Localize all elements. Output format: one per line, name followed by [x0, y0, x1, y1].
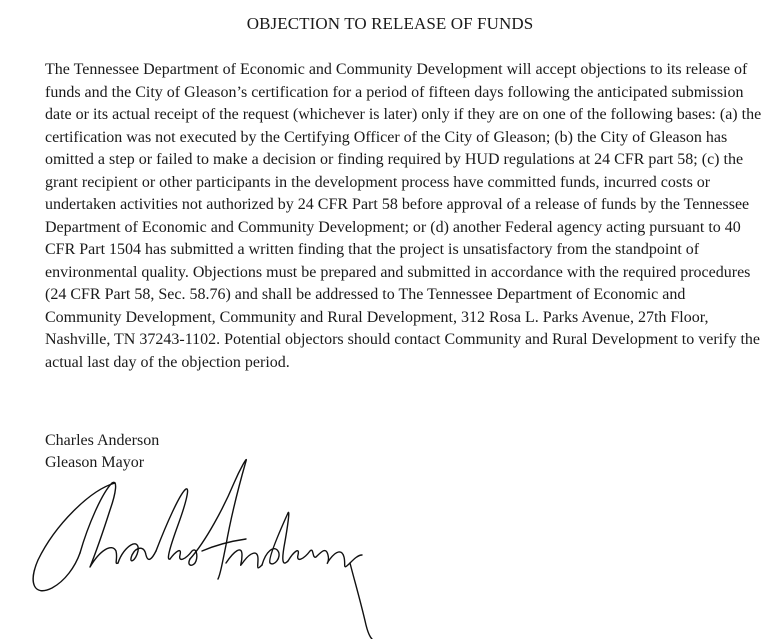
handwritten-signature	[20, 455, 380, 639]
notice-body: The Tennessee Department of Economic and Community Development will accept objections to its release of funds and the City of Gleason’s certification for a period of fifteen days following the anticipated submission date or its actual receipt of the request (whichever is later) only if they are on one of the following bases: (a) the certification was not executed by the Certifying Officer of the City of Gleason; (b) the City of Gleason has omitted a step or failed to make a decision or finding required by HUD regulations at 24 CFR part 58; (c) the grant recipient or other participants in the development process have committed funds, incurred costs or undertaken activities not authorized by 24 CFR Part 58 before approval of a release of funds by the Tennessee Department of Economic and Community Development; or (d) another Federal agency acting pursuant to 40 CFR Part 1504 has submitted a written finding that the project is unsatisfactory from the standpoint of environmental quality. Objections must be prepared and submitted in accordance with the required procedures (24 CFR Part 58, Sec. 58.76) and shall be addressed to The Tennessee Department of Economic and Community Development, Community and Rural Development, 312 Rosa L. Parks Avenue, 27th Floor, Nashville, TN 37243-1102. Potential objectors should contact Community and Rural Development to verify the actual last day of the objection period.	[45, 61, 762, 371]
signer-title: Gleason Mayor	[45, 454, 145, 471]
signer-name: Charles Anderson	[45, 432, 160, 449]
document-title: OBJECTION TO RELEASE OF FUNDS	[246, 14, 534, 33]
